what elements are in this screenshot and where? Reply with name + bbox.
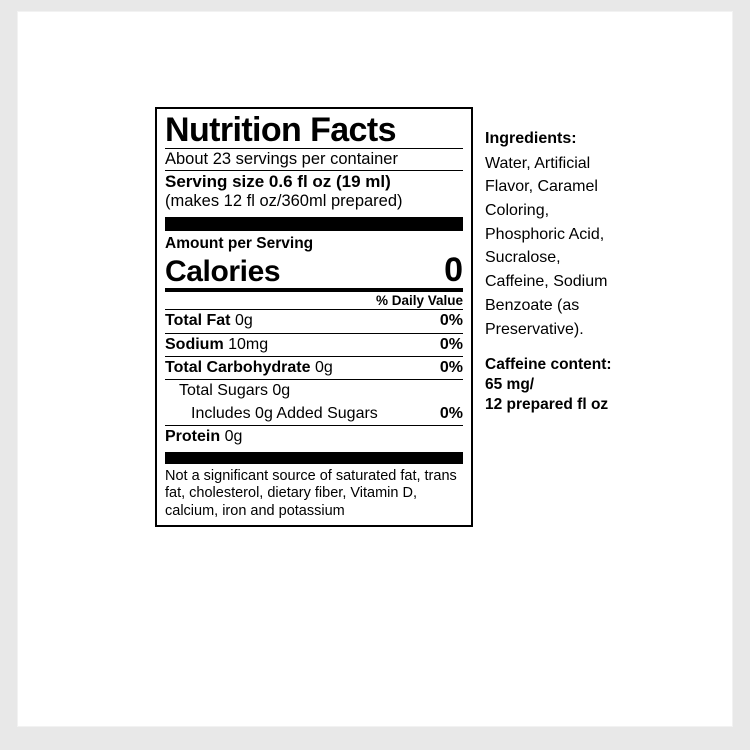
nutrient-name — [165, 359, 333, 377]
nutrient-label: Total Carbohydrate — [165, 359, 311, 377]
serving-size-note: (makes 12 fl oz/360ml prepared) — [165, 192, 403, 211]
nutrient-name: Includes 0g Added Sugars — [191, 404, 378, 422]
caffeine-basis: 12 prepared fl oz — [485, 395, 609, 413]
nutrient-dv: 0% — [439, 359, 463, 377]
nutrition-label — [155, 107, 635, 527]
daily-value-header: % Daily Value — [375, 293, 463, 309]
amount-per-serving: Amount per Serving — [165, 235, 314, 253]
table-row — [165, 357, 463, 379]
nutrient-label: Sodium — [165, 335, 224, 353]
nutrient-label: Total Fat — [165, 312, 231, 330]
divider-thick-2 — [165, 452, 463, 464]
nutrient-dv: 0% — [439, 312, 463, 330]
calories-label: Calories — [165, 255, 281, 289]
ingredients-body: Water, Artificial Flavor, Caramel Coloring, Phosphoric Acid, Sucralose, Caffeine, Sodium Benzoate (as Preservative). — [485, 154, 608, 338]
nutrient-name — [165, 312, 253, 330]
nutrient-dv: 0% — [439, 335, 463, 353]
table-row — [165, 380, 463, 402]
table-row — [165, 426, 463, 448]
nutrient-name — [179, 382, 290, 400]
nutrient-name — [165, 336, 268, 354]
nutrient-label: Protein — [165, 428, 221, 446]
label-page — [18, 12, 732, 726]
caffeine-content-title: Caffeine content: — [485, 356, 612, 374]
nutrition-facts-title: Nutrition Facts — [165, 111, 396, 149]
table-row — [165, 310, 463, 332]
ingredients-column — [473, 107, 623, 415]
calories-value: 0 — [444, 251, 463, 290]
serving-size: Serving size 0.6 fl oz (19 ml) — [165, 172, 391, 192]
nutrient-amount: 0g — [234, 312, 253, 330]
caffeine-amount: 65 mg/ — [485, 375, 535, 393]
nutrient-amount: 10mg — [228, 335, 269, 353]
nutrient-label: Total Sugars — [179, 382, 268, 400]
table-row — [165, 403, 463, 425]
footnote: Not a significant source of saturated fat, trans fat, cholesterol, dietary fiber, Vitamin D, calcium, iron and potassium — [165, 467, 457, 520]
nutrient-name — [165, 428, 242, 446]
calories-row — [165, 253, 463, 288]
nutrition-facts-panel — [155, 107, 473, 527]
ingredients-title: Ingredients: — [485, 130, 577, 147]
servings-per-container: About 23 servings per container — [165, 149, 398, 168]
nutrient-amount: 0g — [272, 382, 291, 400]
table-row — [165, 334, 463, 356]
nutrient-dv: 0% — [439, 404, 463, 422]
nutrient-amount: 0g — [224, 428, 243, 446]
divider-thick-1 — [165, 217, 463, 231]
nutrient-amount: 0g — [314, 359, 333, 377]
